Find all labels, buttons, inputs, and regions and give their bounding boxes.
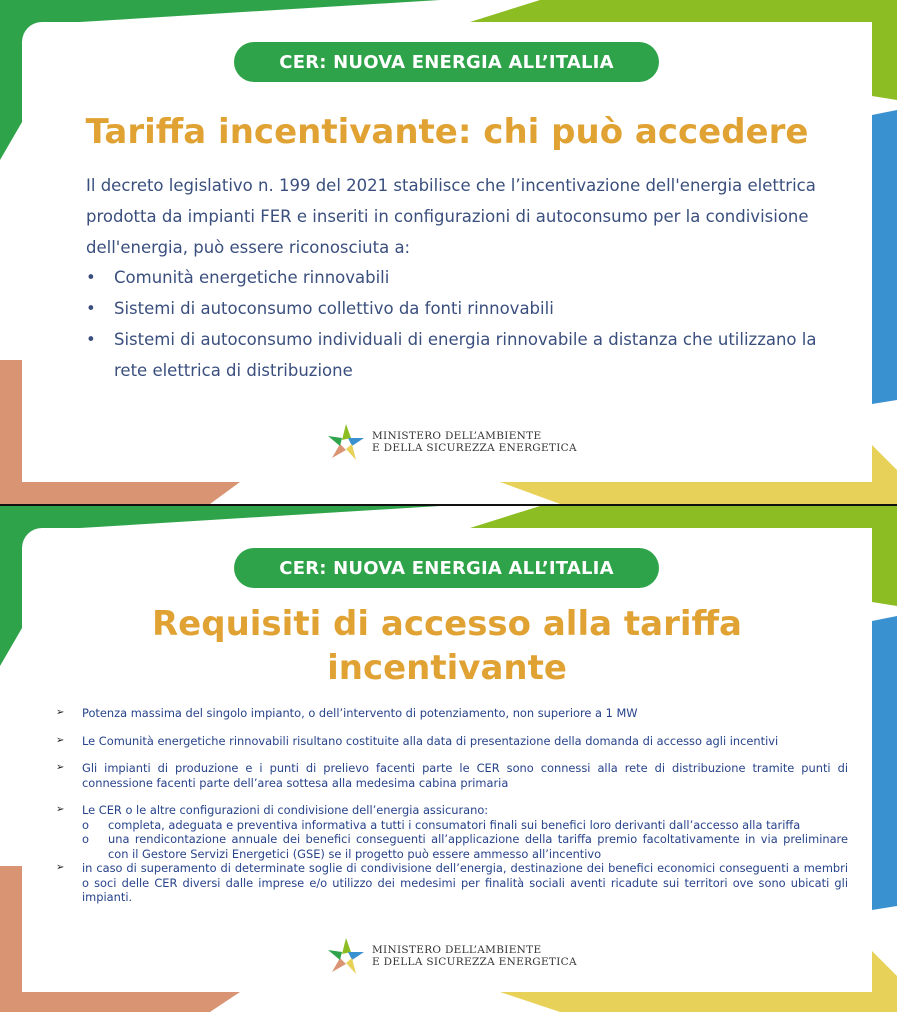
star-logo-icon bbox=[326, 422, 366, 462]
blue-shape bbox=[872, 110, 897, 404]
logo-line-2: E DELLA SICUREZZA ENERGETICA bbox=[372, 956, 577, 968]
requirements-list bbox=[56, 706, 848, 905]
list-item: ➢ Gli impianti di produzione e i punti di prelievo facenti parte le CER sono connessi alla rete di distribuzione tramite punti di connessione facenti parte dell’area sottesa alla medesima cabina primaria bbox=[56, 761, 848, 790]
arrow-bullet-icon: ➢ bbox=[56, 804, 65, 815]
content-card bbox=[22, 22, 872, 482]
intro-paragraph: Il decreto legislativo n. 199 del 2021 stabilisce che l’incentivazione dell'energia elettrica prodotta da impianti FER e inseriti in configurazioni di autoconsumo per la condivisione dell'energia, può essere riconosciuta a: bbox=[86, 176, 816, 257]
list-item: ➢ in caso di superamento di determinate soglie di condivisione dell’energia, destinazione dei benefici economici conseguenti a membri o soci delle CER diversi dalle imprese e/o utilizzo dei medesimi per finalità sociali aventi ricadute sui territori ove sono ubicati gli impianti. bbox=[56, 861, 848, 904]
arrow-bullet-icon: ➢ bbox=[56, 707, 65, 718]
list-item: ➢ Le CER o le altre configurazioni di condivisione dell’energia assicurano: o completa, adeguata e preventiva informativa a tutti i consumatori finali sui benefici loro derivanti dall’accesso alla tariffa o una rendicontazione annuale dei benefici conseguenti all’applicazione della tariffa premio facoltativamente in via preliminare con il Gestore Servizi Energetici (GSE) se il progetto può essere ammesso all’incentivo bbox=[56, 803, 848, 861]
content-card bbox=[22, 528, 872, 992]
circle-bullet-icon: o bbox=[82, 832, 89, 846]
circle-bullet-icon: o bbox=[82, 817, 89, 832]
bullet-icon: • bbox=[86, 330, 96, 349]
list-item: • Sistemi di autoconsumo individuali di energia rinnovabile a distanza che utilizzano la rete elettrica di distribuzione bbox=[86, 324, 826, 386]
bullet-icon: • bbox=[86, 268, 96, 287]
slide-requisiti-accesso bbox=[0, 506, 897, 1012]
logo-line-1: MINISTERO DELL’AMBIENTE bbox=[372, 944, 542, 956]
slide-title: Tariffa incentivante: chi può accedere bbox=[85, 112, 809, 152]
logo-line-2: E DELLA SICUREZZA ENERGETICA bbox=[372, 442, 577, 454]
section-header-pill: CER: NUOVA ENERGIA ALL’ITALIA bbox=[234, 548, 659, 588]
sub-list-item: o completa, adeguata e preventiva informativa a tutti i consumatori finali sui benefici loro derivanti dall’accesso alla tariffa bbox=[82, 817, 801, 832]
ministry-logo bbox=[326, 422, 577, 462]
list-item: • Sistemi di autoconsumo collettivo da fonti rinnovabili bbox=[86, 293, 826, 324]
ministry-logo bbox=[326, 936, 577, 976]
sub-list-item: o una rendicontazione annuale dei benefici conseguenti all’applicazione della tariffa premio facoltativamente in via preliminare con il Gestore Servizi Energetici (GSE) se il progetto può essere ammesso all’incentivo bbox=[82, 832, 848, 861]
arrow-bullet-icon: ➢ bbox=[56, 734, 65, 746]
slide-tariffa-chi-puo-accedere bbox=[0, 0, 897, 504]
star-logo-icon bbox=[326, 936, 366, 976]
bullet-icon: • bbox=[86, 299, 96, 318]
arrow-bullet-icon: ➢ bbox=[56, 862, 65, 873]
list-item: ➢ Potenza massima del singolo impianto, o dell’intervento di potenziamento, non superiore a 1 MW bbox=[56, 706, 638, 720]
slide-title: Requisiti di accesso alla tariffa incentivante bbox=[151, 604, 743, 688]
list-item: ➢ Le Comunità energetiche rinnovabili risultano costituite alla data di presentazione della domanda di accesso agli incentivi bbox=[56, 733, 779, 748]
bullet-list bbox=[86, 262, 826, 386]
sub-list bbox=[82, 818, 848, 862]
arrow-bullet-icon: ➢ bbox=[56, 762, 65, 773]
list-item: • Comunità energetiche rinnovabili bbox=[86, 262, 826, 293]
blue-shape bbox=[872, 616, 897, 910]
section-header-pill: CER: NUOVA ENERGIA ALL’ITALIA bbox=[234, 42, 659, 82]
logo-line-1: MINISTERO DELL’AMBIENTE bbox=[372, 430, 542, 442]
